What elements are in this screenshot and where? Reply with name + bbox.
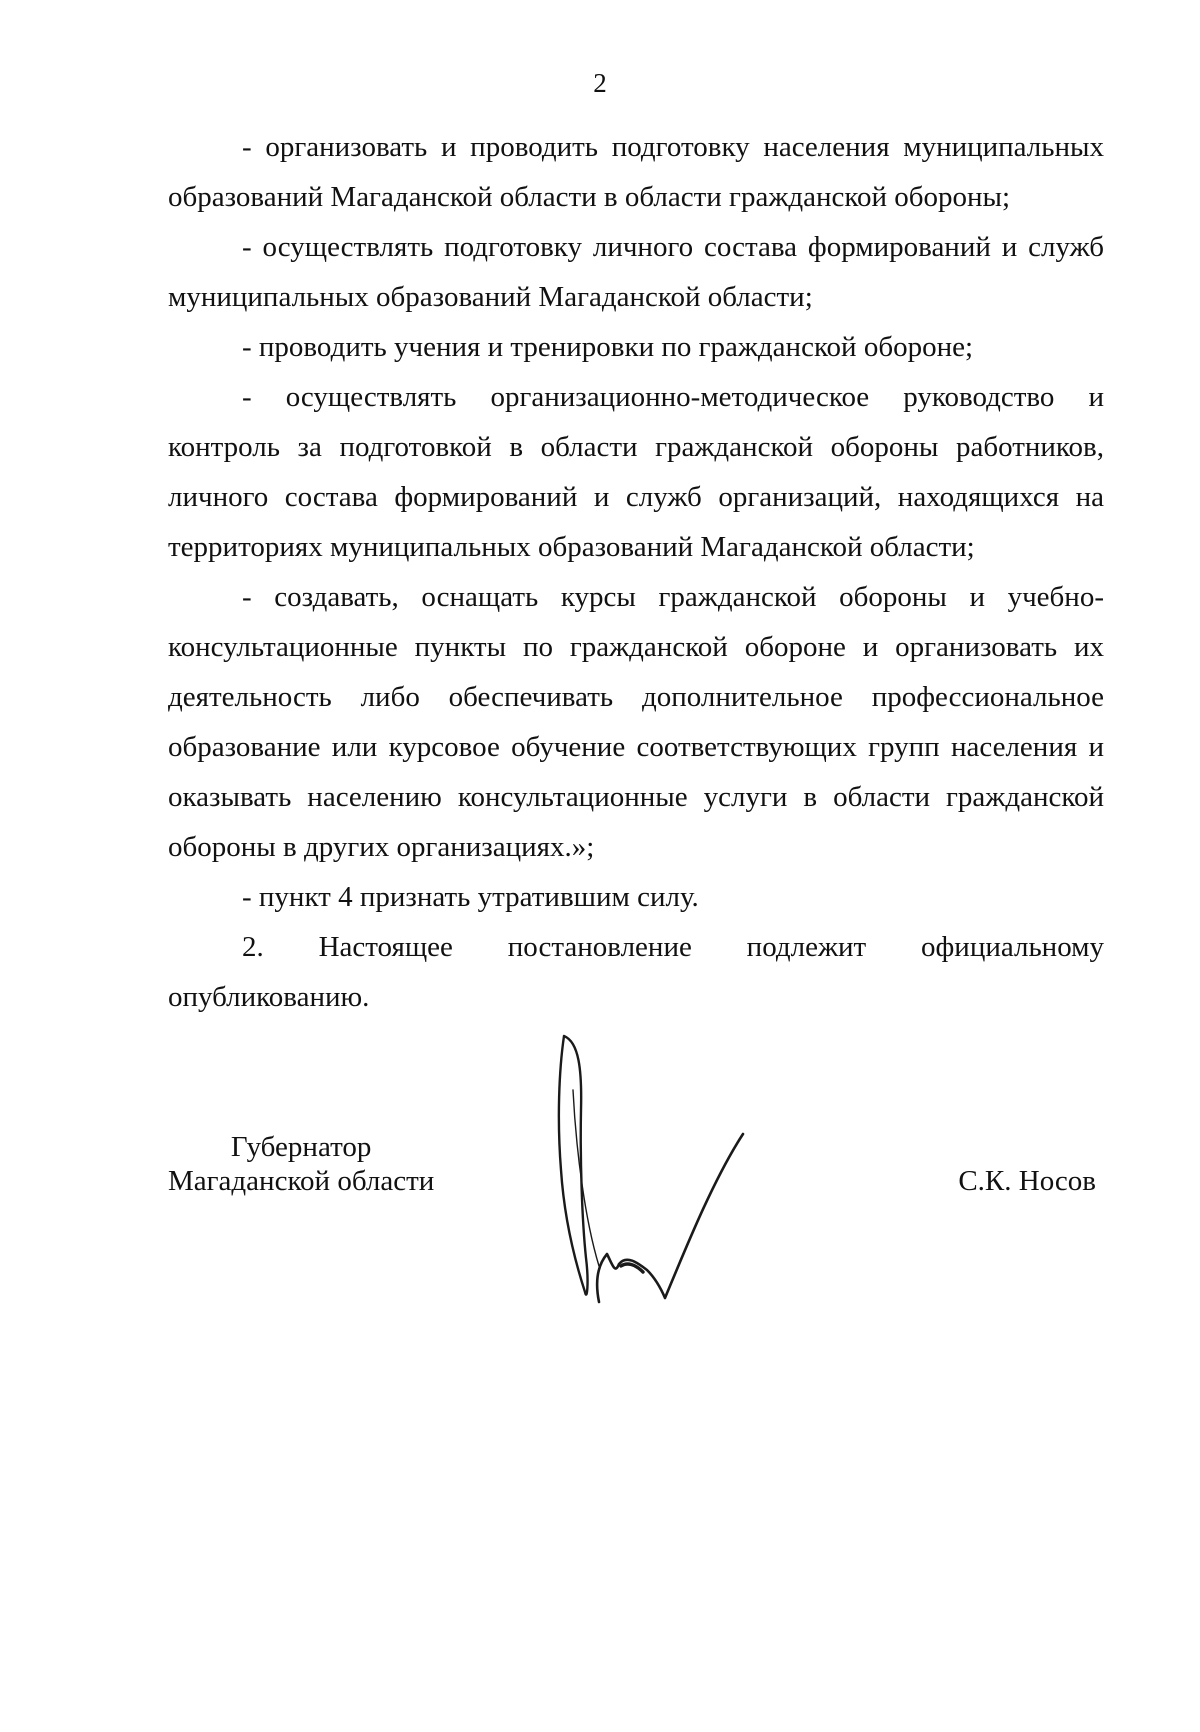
paragraph-exercises: - проводить учения и тренировки по гражданской обороне; bbox=[242, 331, 974, 363]
paragraph-clause-4-void: - пункт 4 признать утратившим силу. bbox=[242, 881, 699, 913]
signer-position bbox=[168, 1130, 434, 1198]
handwritten-signature bbox=[555, 1030, 775, 1310]
paragraph-personnel-training: - осуществлять подготовку личного состава формирований и служб муниципальных образований Магаданской области; bbox=[168, 231, 1104, 313]
signer-position-line1: Губернатор bbox=[230, 1131, 372, 1163]
paragraph-methodical-guidance: - осуществлять организационно-методическое руководство и контроль за подготовкой в области гражданской обороны работников, личного состава формирований и служб организаций, находящихся на территориях муниципальных образований Магаданской области; bbox=[168, 381, 1104, 563]
paragraph-courses: - создавать, оснащать курсы гражданской обороны и учебно-консультационные пункты по гражданской обороне и организовать их деятельность либо обеспечивать дополнительное профессиональное образование или курсовое обучение соответствующих групп населения и оказывать населению консультационные услуги в области гражданской обороны в других организациях.»; bbox=[168, 581, 1104, 863]
paragraph-civil-defense-training: - организовать и проводить подготовку населения муниципальных образований Магаданской области в области гражданской обороны; bbox=[168, 131, 1104, 213]
page-number: 2 bbox=[593, 68, 607, 98]
signer-name: С.К. Носов bbox=[958, 1165, 1096, 1197]
document-body bbox=[168, 122, 1104, 1022]
signer-position-line2: Магаданской области bbox=[168, 1165, 435, 1197]
paragraph-publication: 2. Настоящее постановление подлежит официальному опубликованию. bbox=[168, 931, 1104, 1013]
